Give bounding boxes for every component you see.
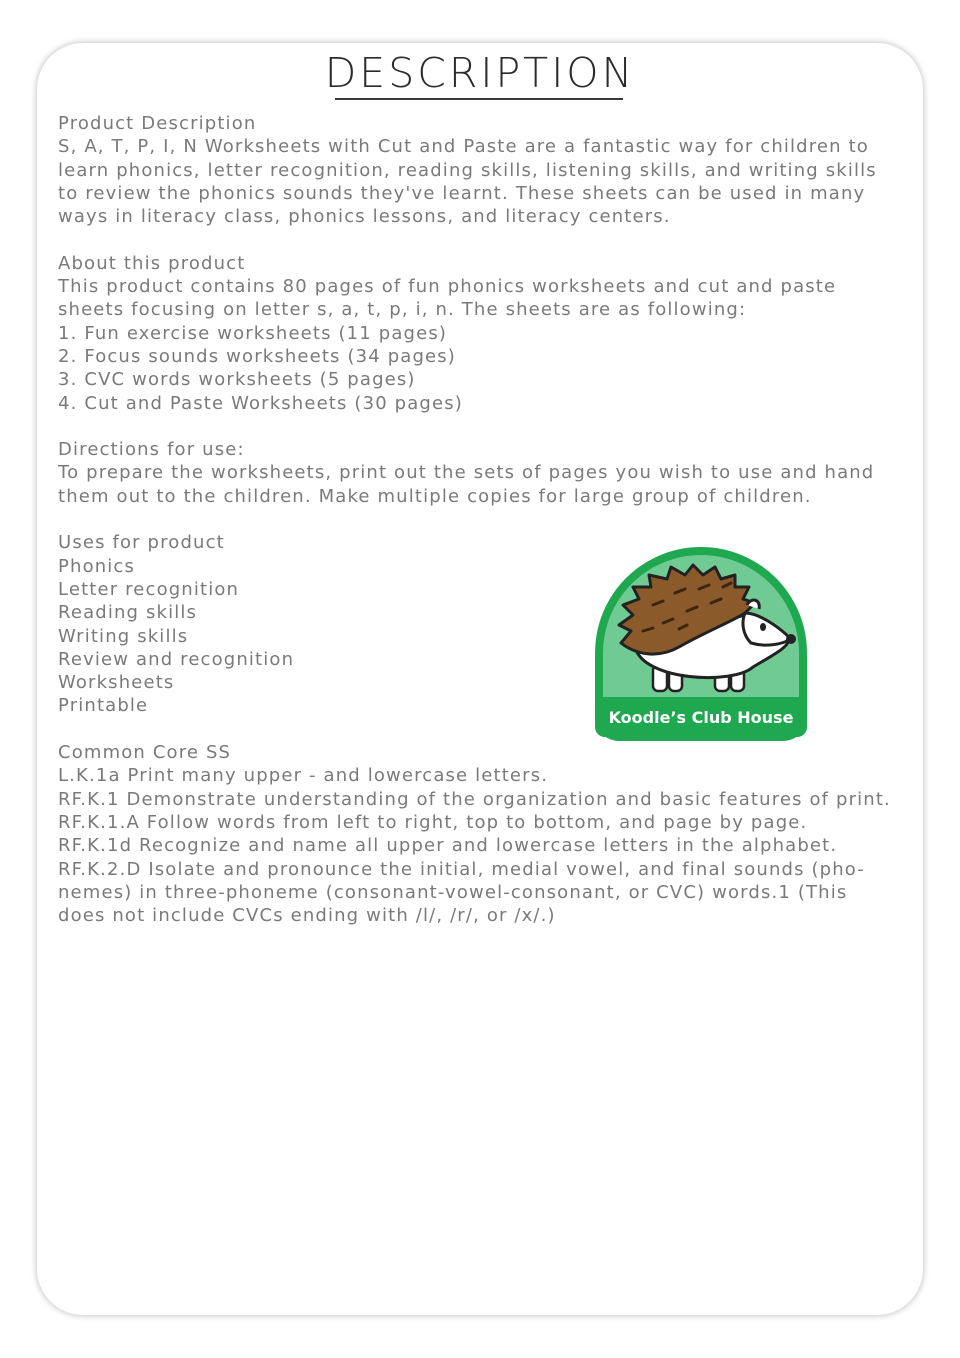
page-title: DESCRIPTION xyxy=(324,49,636,97)
section-heading-uses: Uses for product xyxy=(58,532,225,554)
paragraph-line: sheets focusing on letter s, a, t, p, i, n. The sheets are as following: xyxy=(58,299,747,321)
list-item: 3. CVC words worksheets (5 pages) xyxy=(58,369,416,391)
title-underline xyxy=(335,98,623,100)
standard-line: does not include CVCs ending with /l/, /r/, or /x/.) xyxy=(58,905,556,927)
list-item: 1. Fun exercise worksheets (11 pages) xyxy=(58,322,448,344)
standard-line: RF.K.1 Demonstrate understanding of the organization and basic features of print. xyxy=(58,788,891,810)
standard-line: RF.K.2.D Isolate and pronounce the initial, medial vowel, and final sounds (pho- xyxy=(58,858,865,880)
standard-line: RF.K.1d Recognize and name all upper and lowercase letters in the alphabet. xyxy=(58,835,838,857)
paragraph-line: ways in literacy class, phonics lessons, and literacy centers. xyxy=(58,206,671,228)
list-item: 4. Cut and Paste Worksheets (30 pages) xyxy=(58,392,463,414)
standard-line: nemes) in three-phoneme (consonant-vowel-consonant, or CVC) words.1 (This xyxy=(58,881,848,903)
paragraph-line: to review the phonics sounds they've learnt. These sheets can be used in many xyxy=(58,182,866,204)
paragraph-line: This product contains 80 pages of fun phonics worksheets and cut and paste xyxy=(58,276,837,298)
section-heading-product-description: Product Description xyxy=(58,113,257,134)
paragraph-line: learn phonics, letter recognition, reading skills, listening skills, and writing skills xyxy=(58,159,877,181)
list-item: 2. Focus sounds worksheets (34 pages) xyxy=(58,345,456,367)
list-item: Letter recognition xyxy=(58,578,240,600)
spacer xyxy=(58,415,908,438)
list-item: Review and recognition xyxy=(58,648,295,670)
list-item: Reading skills xyxy=(58,602,198,624)
spacer xyxy=(58,228,908,251)
paragraph-line: S, A, T, P, I, N Worksheets with Cut and Paste are a fantastic way for children to xyxy=(58,136,869,158)
spacer xyxy=(58,508,908,531)
list-item: Phonics xyxy=(58,555,136,577)
list-item: Printable xyxy=(58,695,149,717)
koodles-club-house-logo xyxy=(583,535,819,741)
description-body xyxy=(58,112,908,927)
standard-line: RF.K.1.A Follow words from left to right, top to bottom, and page by page. xyxy=(58,811,808,833)
list-item: Worksheets xyxy=(58,672,175,694)
list-item: Writing skills xyxy=(58,625,189,647)
section-heading-directions: Directions for use: xyxy=(58,439,245,461)
section-heading-about: About this product xyxy=(58,252,246,274)
logo-text: Koodle’s Club House xyxy=(608,708,794,727)
paragraph-line: To prepare the worksheets, print out the sets of pages you wish to use and hand xyxy=(58,462,875,484)
standard-line: L.K.1a Print many upper - and lowercase letters. xyxy=(58,765,549,787)
section-heading-common-core: Common Core SS xyxy=(58,742,232,764)
paragraph-line: them out to the children. Make multiple copies for large group of children. xyxy=(58,485,812,507)
